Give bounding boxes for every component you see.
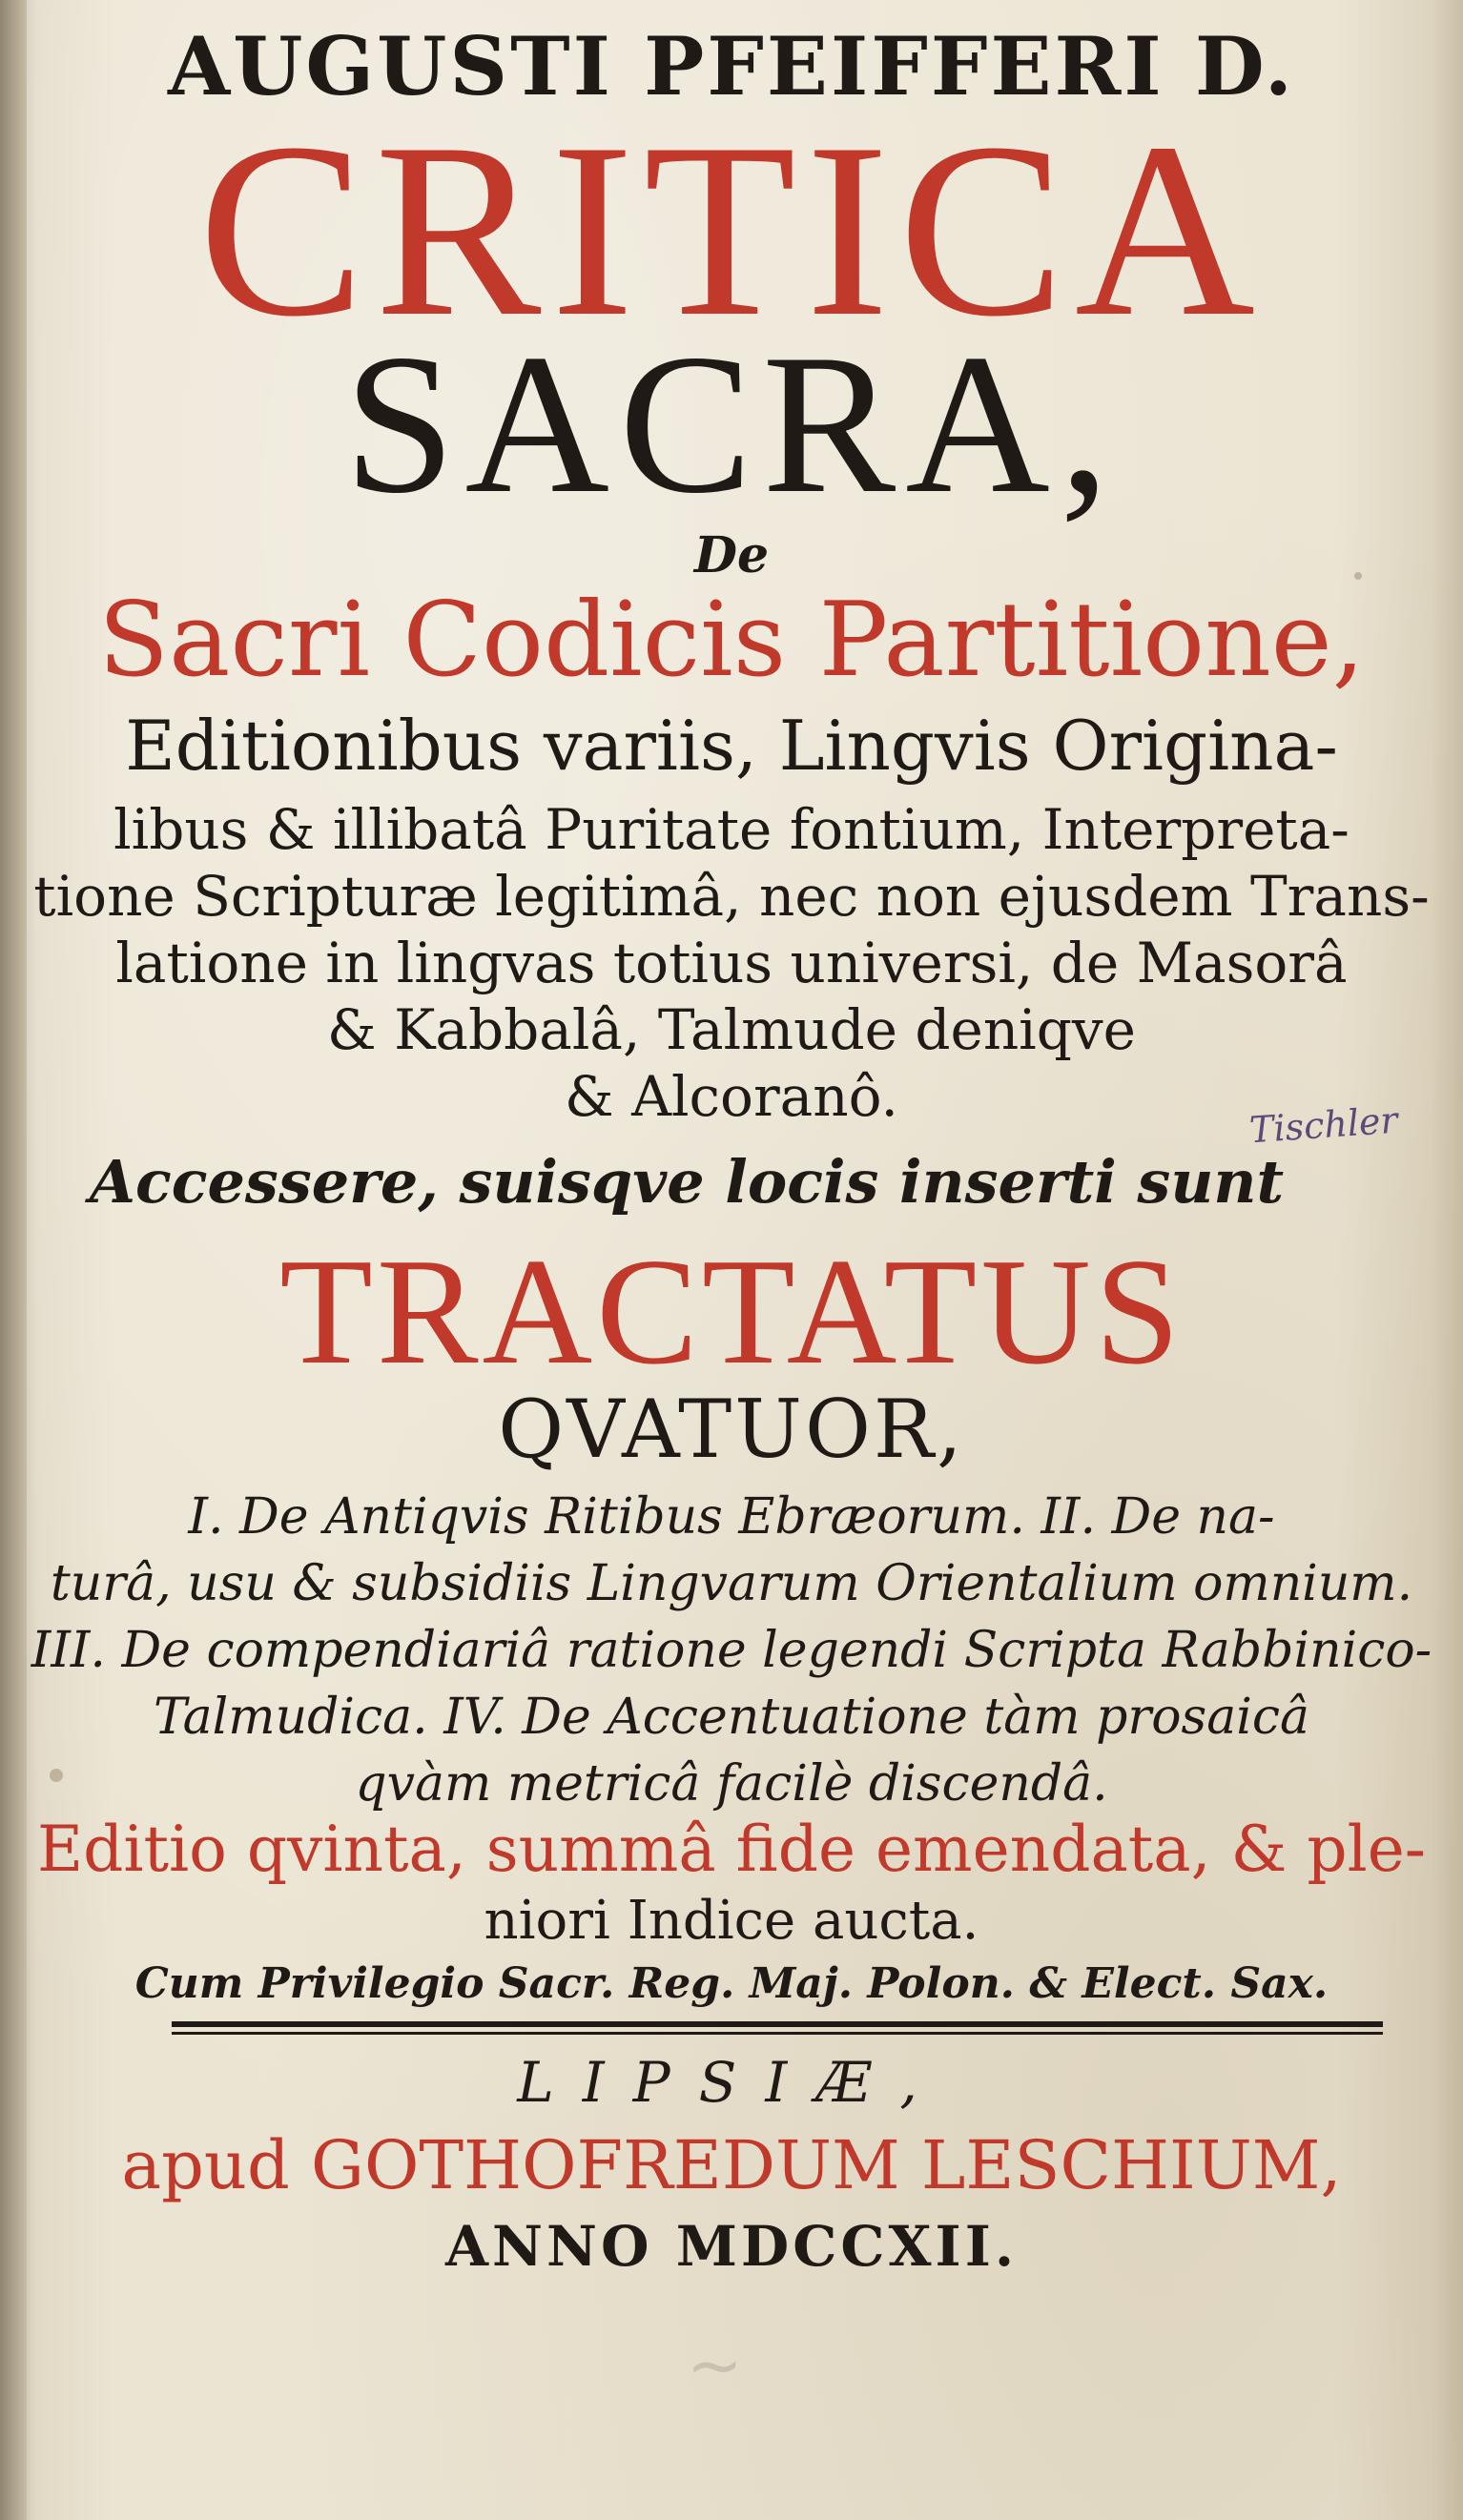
description-line-3: tione Scripturæ legitimâ, nec non ejusdem Trans- (33, 864, 1430, 929)
imprint-printer: apud GOTHOFREDUM LESCHIUM, (121, 2126, 1342, 2204)
connector-de: De (693, 526, 770, 584)
contents-line-1: I. De Antiqvis Ritibus Ebræorum. II. De na- (188, 1488, 1275, 1546)
imprint-year: ANNO MDCCXII. (444, 2214, 1019, 2279)
contents-line-4: Talmudica. IV. De Accentuatione tàm prosaicâ (154, 1689, 1309, 1746)
main-title-sacra: SACRA, (343, 314, 1120, 535)
author-line: AUGUSTI PFEIFFERI D. (168, 19, 1295, 113)
contents-line-5: qvàm metricâ facilè discendâ. (355, 1755, 1108, 1813)
contents-line-3: III. De compendiariâ ratione legendi Scripta Rabbinico- (31, 1622, 1432, 1679)
quatuor-heading: QVATUOR, (498, 1383, 965, 1476)
description-line-4: latione in lingvas totius universi, de Masorâ (115, 931, 1348, 995)
main-title-critica: CRITICA (198, 92, 1265, 368)
faint-pencil-mark: ~ (687, 2326, 743, 2405)
accessere-line: Accessere, suisqve locis inserti sunt (89, 1147, 1285, 1217)
contents-line-2: turâ, usu & subsidiis Lingvarum Orientalium omnium. (50, 1555, 1413, 1612)
privilegio-line: Cum Privilegio Sacr. Reg. Maj. Polon. & Elect. Sax. (134, 1959, 1329, 2008)
edition-line-1: Editio qvinta, summâ fide emendata, & ple- (36, 1813, 1427, 1886)
description-line-1: Editionibus variis, Lingvis Origina- (125, 706, 1338, 786)
edition-line-2: niori Indice aucta. (484, 1890, 979, 1952)
subtitle: Sacri Codicis Partitione, (97, 581, 1365, 700)
double-rule-thick (172, 2021, 1383, 2027)
description-line-5: & Kabbalâ, Talmude deniqve (327, 997, 1136, 1062)
description-line-6: & Alcoranô. (565, 1064, 898, 1129)
handwritten-annotation: Tischler (1247, 1098, 1399, 1152)
double-rule-thin (172, 2032, 1383, 2035)
description-line-2: libus & illibatâ Puritate fontium, Interpreta- (113, 797, 1350, 862)
imprint-city: LIPSIÆ, (517, 2050, 946, 2115)
tractatus-heading: TRACTATUS (279, 1226, 1184, 1396)
